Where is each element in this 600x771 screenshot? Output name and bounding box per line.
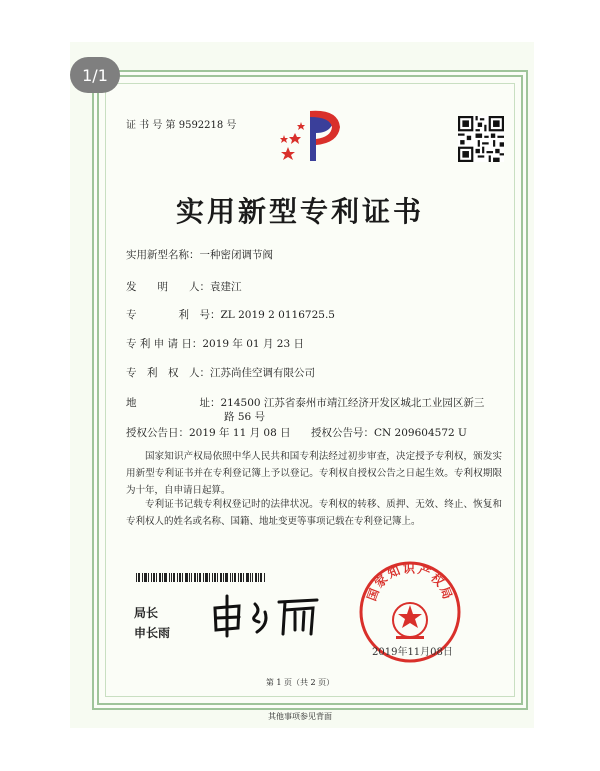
address-line-2: 路 56 号 xyxy=(224,411,266,423)
svg-text:国家知识产权局 xyxy=(365,561,456,603)
grant-date-row xyxy=(126,426,291,440)
patent-office-logo-icon xyxy=(276,103,356,168)
patent-number-row xyxy=(126,308,335,322)
page-number: 第 1 页（共 2 页） xyxy=(265,678,335,687)
address-line-1: 214500 江苏省泰州市靖江经济开发区城北工业园区新三 xyxy=(220,397,485,409)
patentee-value: 江苏尚佳空调有限公司 xyxy=(210,367,315,379)
patentee-row xyxy=(126,366,315,380)
address-row xyxy=(126,396,484,410)
seal-text: 国家知识产权局 xyxy=(364,561,456,603)
qr-code-icon xyxy=(458,116,504,162)
page-indicator[interactable]: 1/1 xyxy=(70,57,120,93)
barcode-icon xyxy=(136,573,266,582)
patent-number-label: 专 利 号： xyxy=(126,309,221,321)
filing-date-row xyxy=(126,337,304,351)
patentee-label: 专 利 权 人： xyxy=(126,367,210,379)
inventor-label: 发 明 人： xyxy=(126,281,210,293)
director-title: 局长 xyxy=(134,606,159,620)
grant-number-row xyxy=(311,426,467,440)
grant-number-value: CN 209604572 U xyxy=(374,427,467,439)
utility-model-name-label: 实用新型名称： xyxy=(126,249,200,261)
director-name: 申长雨 xyxy=(134,626,171,640)
grant-date-label: 授权公告日： xyxy=(126,427,189,439)
director-signature-icon xyxy=(205,590,325,640)
utility-model-name-value: 一种密闭调节阀 xyxy=(199,249,273,261)
filing-date-label: 专 利 申 请 日： xyxy=(126,338,203,350)
inventor-row xyxy=(126,280,242,294)
certificate-title: 实用新型专利证书 xyxy=(175,195,424,228)
certificate-paragraph-2: 专利证书记载专利权登记时的法律状况。专利权的转移、质押、无效、终止、恢复和专利权人的姓名或名称、国籍、地址变更等事项记载在专利登记簿上。 xyxy=(126,499,502,527)
utility-model-name-row xyxy=(126,248,273,262)
inventor-value: 袁建江 xyxy=(210,281,242,293)
grant-date-value: 2019 年 11 月 08 日 xyxy=(189,427,291,439)
patent-number-value: ZL 2019 2 0116725.5 xyxy=(220,309,335,321)
back-note: 其他事项参见背面 xyxy=(268,712,332,721)
address-label: 地 址： xyxy=(126,397,221,409)
filing-date-value: 2019 年 01 月 23 日 xyxy=(202,338,304,350)
grant-number-label: 授权公告号： xyxy=(311,427,374,439)
seal-date: 2019年11月08日 xyxy=(372,647,453,658)
certificate-number: 证 书 号 第 9592218 号 xyxy=(126,120,237,131)
certificate-paragraph-1: 国家知识产权局依照中华人民共和国专利法经过初步审查，决定授予专利权，颁发实用新型专利证书并在专利登记簿上予以登记。专利权自授权公告之日起生效。专利权期限为十年，自申请日起算。 xyxy=(126,451,502,496)
